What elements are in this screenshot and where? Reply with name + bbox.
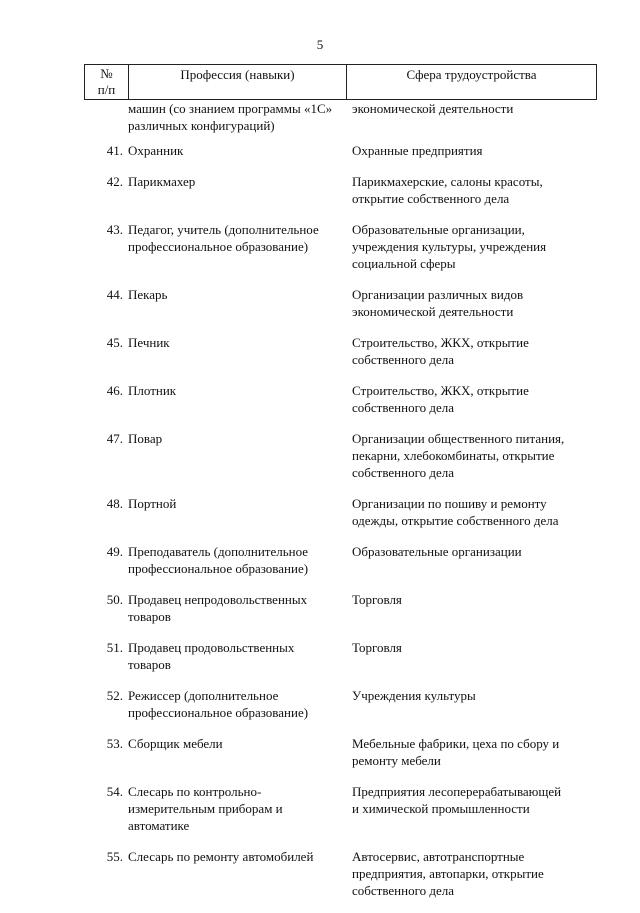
profession-line: Слесарь по контрольно-	[128, 784, 262, 799]
row-profession	[128, 430, 350, 481]
sphere-line: ремонту мебели	[352, 753, 441, 768]
profession-line: различных конфигураций)	[128, 118, 275, 133]
sphere-line: социальной сферы	[352, 256, 456, 271]
table-row	[84, 495, 597, 529]
sphere-line: собственного дела	[352, 883, 454, 898]
row-number: 45.	[106, 335, 123, 350]
header-number-cell	[85, 65, 129, 99]
row-profession	[128, 543, 350, 577]
profession-line: Пекарь	[128, 287, 168, 302]
profession-line: Слесарь по ремонту автомобилей	[128, 849, 314, 864]
row-sphere	[350, 100, 597, 134]
sphere-line: Предприятия лесоперерабатывающей	[352, 784, 562, 799]
profession-line: Печник	[128, 335, 170, 350]
row-sphere	[350, 173, 597, 207]
sphere-line: учреждения культуры, учреждения	[352, 239, 547, 254]
sphere-line: собственного дела	[352, 400, 454, 415]
sphere-line: экономической деятельности	[352, 304, 514, 319]
row-number: 49.	[106, 544, 123, 559]
profession-line: профессиональное образование)	[128, 705, 309, 720]
sphere-line: Строительство, ЖКХ, открытие	[352, 335, 529, 350]
sphere-line: экономической деятельности	[352, 101, 514, 116]
row-number: 54.	[106, 784, 123, 799]
row-profession	[128, 221, 350, 272]
table-row	[84, 430, 597, 481]
sphere-line: Организации по пошиву и ремонту	[352, 496, 547, 511]
sphere-line: одежды, открытие собственного дела	[352, 513, 559, 528]
row-number: 46.	[106, 383, 123, 398]
table-row	[84, 543, 597, 577]
header-sphere-cell	[347, 65, 596, 99]
profession-line: Плотник	[128, 383, 177, 398]
table-header	[84, 64, 597, 100]
row-profession	[128, 334, 350, 368]
header-number-label: №	[100, 66, 113, 81]
table-row	[84, 848, 597, 899]
row-number: 48.	[106, 496, 123, 511]
row-sphere	[350, 783, 597, 834]
row-number	[84, 100, 128, 134]
row-number: 47.	[106, 431, 123, 446]
row-sphere	[350, 639, 597, 673]
row-sphere	[350, 142, 597, 159]
row-number: 50.	[106, 592, 123, 607]
row-sphere	[350, 286, 597, 320]
row-profession	[128, 735, 350, 769]
row-sphere	[350, 382, 597, 416]
profession-line: Режиссер (дополнительное	[128, 688, 279, 703]
profession-line: автоматике	[128, 818, 190, 833]
row-sphere	[350, 687, 597, 721]
sphere-line: Учреждения культуры	[352, 688, 476, 703]
profession-line: профессиональное образование)	[128, 239, 309, 254]
profession-line: товаров	[128, 657, 171, 672]
sphere-line: Мебельные фабрики, цеха по сбору и	[352, 736, 560, 751]
profession-line: Охранник	[128, 143, 184, 158]
table-row	[84, 783, 597, 834]
profession-line: Преподаватель (дополнительное	[128, 544, 309, 559]
header-number-sublabel: п/п	[97, 82, 116, 97]
table-row	[84, 687, 597, 721]
row-profession	[128, 591, 350, 625]
table-row	[84, 142, 597, 159]
row-number: 43.	[106, 222, 123, 237]
row-profession	[128, 382, 350, 416]
table-row	[84, 286, 597, 320]
profession-line: Сборщик мебели	[128, 736, 223, 751]
row-number: 55.	[106, 849, 123, 864]
row-number: 41.	[106, 143, 123, 158]
profession-line: Продавец продовольственных	[128, 640, 295, 655]
sphere-line: Организации общественного питания,	[352, 431, 565, 446]
row-profession	[128, 783, 350, 834]
row-sphere	[350, 543, 597, 577]
sphere-line: Автосервис, автотранспортные	[352, 849, 525, 864]
profession-line: Продавец непродовольственных	[128, 592, 308, 607]
profession-line: машин (со знанием программы «1С»	[128, 101, 333, 116]
row-profession	[128, 687, 350, 721]
row-number: 53.	[106, 736, 123, 751]
table-row	[84, 639, 597, 673]
row-sphere	[350, 221, 597, 272]
sphere-line: Образовательные организации	[352, 544, 522, 559]
sphere-line: и химической промышленности	[352, 801, 530, 816]
table-row	[84, 173, 597, 207]
row-number: 42.	[106, 174, 123, 189]
row-sphere	[350, 495, 597, 529]
profession-line: профессиональное образование)	[128, 561, 309, 576]
profession-line: Парикмахер	[128, 174, 196, 189]
row-number: 52.	[106, 688, 123, 703]
sphere-line: предприятия, автопарки, открытие	[352, 866, 544, 881]
header-profession-cell	[129, 65, 347, 99]
row-number: 51.	[106, 640, 123, 655]
row-profession	[128, 100, 350, 134]
row-profession	[128, 495, 350, 529]
profession-line: измерительным приборам и	[128, 801, 283, 816]
profession-line: товаров	[128, 609, 171, 624]
table-row	[84, 735, 597, 769]
table-row	[84, 100, 597, 134]
row-sphere	[350, 334, 597, 368]
row-profession	[128, 639, 350, 673]
sphere-line: Охранные предприятия	[352, 143, 483, 158]
table-row	[84, 382, 597, 416]
profession-line: Портной	[128, 496, 177, 511]
header-sphere-label: Сфера трудоустройства	[406, 67, 537, 82]
row-profession	[128, 173, 350, 207]
sphere-line: пекарни, хлебокомбинаты, открытие	[352, 448, 555, 463]
header-profession-label: Профессия (навыки)	[180, 67, 295, 82]
table-row	[84, 221, 597, 272]
sphere-line: Образовательные организации,	[352, 222, 525, 237]
row-sphere	[350, 848, 597, 899]
sphere-line: собственного дела	[352, 352, 454, 367]
table-row	[84, 334, 597, 368]
row-sphere	[350, 430, 597, 481]
profession-line: Повар	[128, 431, 163, 446]
row-sphere	[350, 591, 597, 625]
table-row	[84, 591, 597, 625]
row-sphere	[350, 735, 597, 769]
sphere-line: Торговля	[352, 640, 402, 655]
sphere-line: Парикмахерские, салоны красоты,	[352, 174, 543, 189]
page-number: 5	[316, 37, 324, 52]
sphere-line: Строительство, ЖКХ, открытие	[352, 383, 529, 398]
profession-line: Педагог, учитель (дополнительное	[128, 222, 319, 237]
sphere-line: собственного дела	[352, 465, 454, 480]
row-number: 44.	[106, 287, 123, 302]
sphere-line: открытие собственного дела	[352, 191, 510, 206]
sphere-line: Организации различных видов	[352, 287, 524, 302]
row-profession	[128, 142, 350, 159]
table-body	[84, 100, 597, 913]
row-profession	[128, 286, 350, 320]
sphere-line: Торговля	[352, 592, 402, 607]
row-profession	[128, 848, 350, 899]
